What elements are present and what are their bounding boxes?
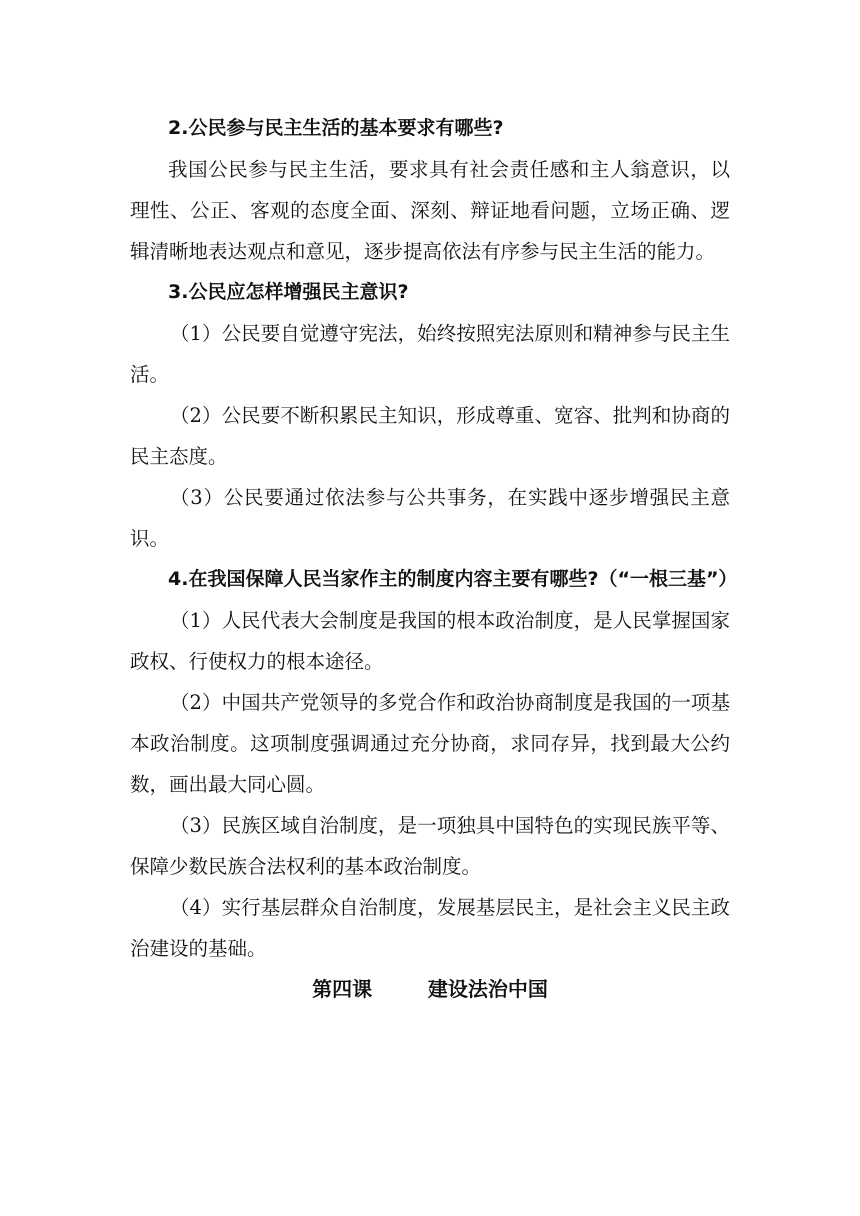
answer-paragraph: （1）公民要自觉遵守宪法，始终按照宪法原则和精神参与民主生活。 [130,322,730,386]
answer-paragraph: （3）民族区域自治制度，是一项独具中国特色的实现民族平等、保障少数民族合法权利的基本政治制度。 [130,814,730,878]
answer-paragraph: （3）公民要通过依法参与公共事务，在实践中逐步增强民主意识。 [130,486,730,550]
answer-paragraph: （2）公民要不断积累民主知识，形成尊重、宽容、批判和协商的民主态度。 [130,404,730,468]
question-heading-2: 2.公民参与民主生活的基本要求有哪些? [168,117,504,139]
answer-paragraph: （4）实行基层群众自治制度，发展基层民主，是社会主义民主政治建设的基础。 [130,896,730,960]
answer-paragraph: 我国公民参与民主生活，要求具有社会责任感和主人翁意识，以理性、公正、客观的态度全面、深刻、辩证地看问题，立场正确、逻辑清晰地表达观点和意见，逐步提高依法有序参与民主生活的能力。 [130,158,730,263]
question-heading-3: 3.公民应怎样增强民主意识? [168,281,409,303]
answer-paragraph: （2）中国共产党领导的多党合作和政治协商制度是我国的一项基本政治制度。这项制度强调通过充分协商，求同存异，找到最大公约数，画出最大同心圆。 [130,691,730,796]
question-heading-4: 4.在我国保障人民当家作主的制度内容主要有哪些?（“一根三基”） [168,568,738,590]
document-body [130,108,738,1010]
answer-paragraph: （1）人民代表大会制度是我国的根本政治制度，是人民掌握国家政权、行使权力的根本途径。 [130,609,730,673]
lesson-title: 第四课 建设法治中国 [312,977,548,1001]
